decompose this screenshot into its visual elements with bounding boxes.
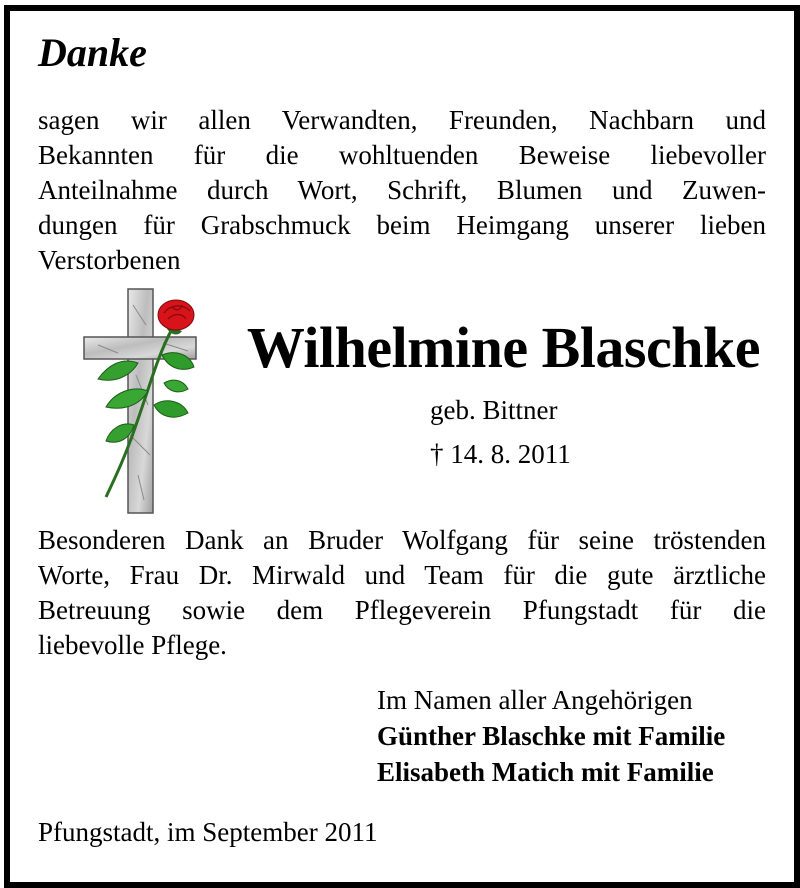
intro-line: Bekannten für die wohltuenden Beweise liebevoller <box>38 140 766 170</box>
intro-paragraph <box>38 103 766 278</box>
cross-with-rose-icon <box>78 285 200 517</box>
leaf <box>164 380 188 392</box>
leaf <box>154 401 188 417</box>
deceased-name: Wilhelmine Blaschke <box>246 315 760 380</box>
intro-line: dungen für Grabschmuck beim Heimgang unserer lieben <box>38 210 766 240</box>
death-date: † 14. 8. 2011 <box>430 439 571 469</box>
signatory: Günther Blaschke mit Familie <box>377 721 726 751</box>
intro-line: Verstorbenen <box>38 245 181 275</box>
obituary-frame <box>4 5 800 888</box>
intro-line: sagen wir allen Verwandten, Freunden, Nachbarn und <box>38 105 766 135</box>
heading-danke: Danke <box>38 30 147 75</box>
signature-intro: Im Namen aller Angehörigen <box>377 685 693 715</box>
thanks-line: liebevolle Pflege. <box>38 630 227 660</box>
intro-line: Anteilnahme durch Wort, Schrift, Blumen und Zuwen- <box>38 175 766 205</box>
place-date: Pfungstadt, im September 2011 <box>38 817 378 847</box>
thanks-line: Worte, Frau Dr. Mirwald und Team für die gute ärztliche <box>38 560 766 590</box>
thanks-line: Betreuung sowie dem Pflegeverein Pfungstadt für die <box>38 595 766 625</box>
birth-name: geb. Bittner <box>430 395 558 425</box>
signatory: Elisabeth Matich mit Familie <box>377 757 714 787</box>
thanks-paragraph <box>38 523 766 663</box>
thanks-line: Besonderen Dank an Bruder Wolfgang für seine tröstenden <box>38 525 766 555</box>
